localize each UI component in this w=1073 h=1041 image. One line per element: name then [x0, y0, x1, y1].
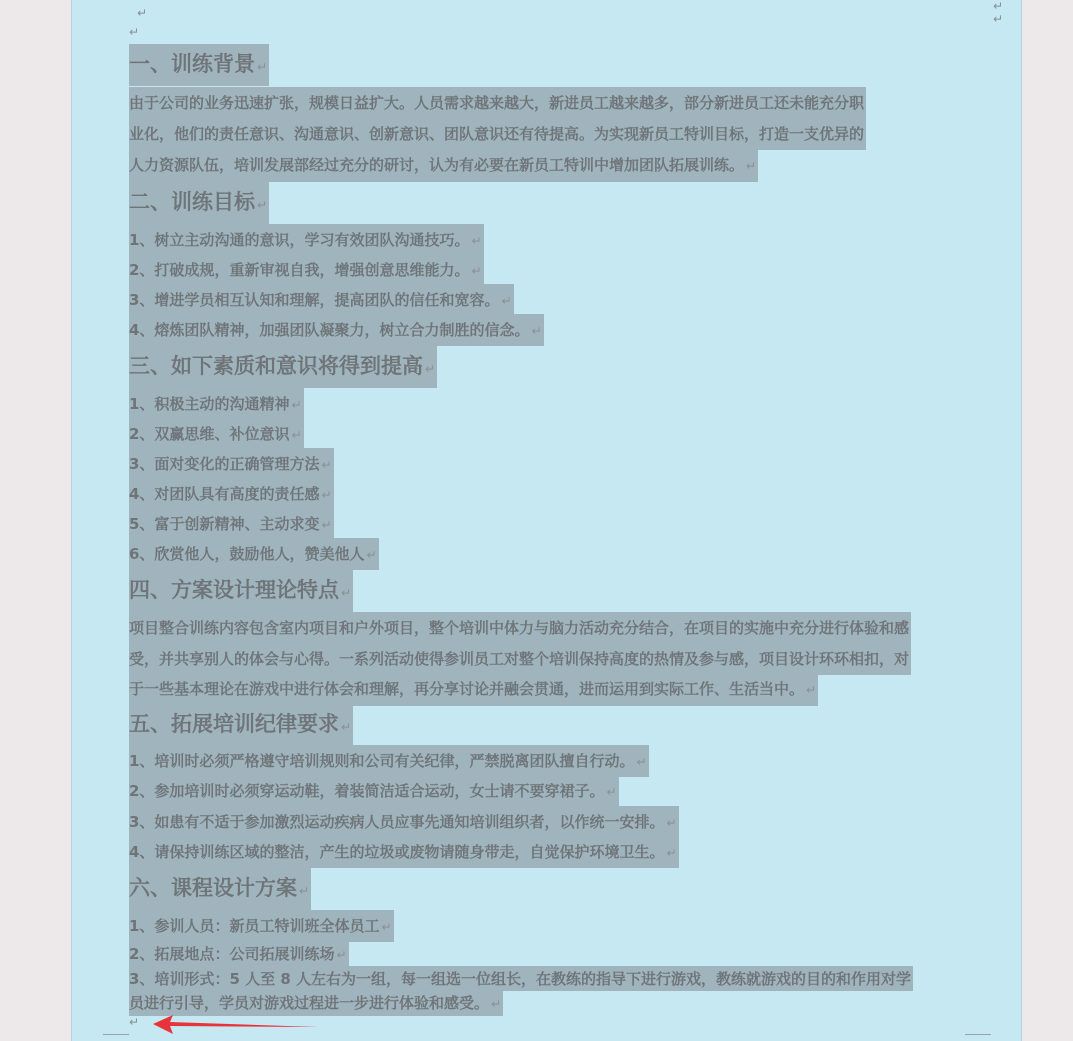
return-mark: ↵ — [746, 159, 757, 173]
list-item[interactable]: 员进行引导，学员对游戏过程进一步进行体验和感受。 ↵ — [129, 990, 503, 1014]
body-line[interactable]: 受，并共享别人的体会与心得。一系列活动使得参训员工对整个培训保持高度的热情及参与感，项目设计环环相扣，对 — [129, 643, 911, 674]
return-mark: ↵ — [993, 0, 1004, 13]
return-mark: ↵ — [666, 816, 677, 830]
section-heading[interactable]: 四、方案设计理论特点 ↵ — [129, 570, 353, 608]
list-item[interactable]: 1、培训时必须严格遵守培训规则和公司有关纪律，严禁脱离团队擅自行动。 ↵ — [129, 745, 649, 775]
list-item[interactable]: 2、拓展地点：公司拓展训练场 ↵ — [129, 938, 349, 968]
return-mark: ↵ — [425, 362, 436, 376]
red-arrow-icon — [153, 1014, 323, 1036]
body-line[interactable]: 业化，他们的责任意识、沟通意识、创新意识、团队意识还有待提高。为实现新员工特训目标，打造一支优异的 — [129, 118, 866, 149]
list-item[interactable]: 5、富于创新精神、主动求变 ↵ — [129, 508, 334, 538]
body-line[interactable]: 项目整合训练内容包含室内项目和户外项目，整个培训中体力与脑力活动充分结合，在项目的实施中充分进行体验和感 — [129, 612, 911, 643]
return-mark: ↵ — [321, 518, 332, 532]
list-item[interactable]: 1、积极主动的沟通精神 ↵ — [129, 388, 304, 418]
list-item[interactable]: 1、参训人员：新员工特训班全体员工 ↵ — [129, 910, 394, 940]
return-mark: ↵ — [471, 234, 482, 248]
return-mark: ↵ — [993, 12, 1004, 26]
return-mark: ↵ — [666, 846, 677, 860]
return-mark: ↵ — [341, 586, 352, 600]
return-mark: ↵ — [366, 548, 377, 562]
body-line[interactable]: 人力资源队伍，培训发展部经过充分的研讨，认为有必要在新员工特训中增加团队拓展训练。 ↵ — [129, 149, 758, 180]
list-item[interactable]: 3、培训形式：5 人至 8 人左右为一组，每一组选一位组长，在教练的指导下进行游戏，教练就游戏的目的和作用对学 — [129, 966, 913, 990]
section-heading[interactable]: 六、课程设计方案 ↵ — [129, 868, 311, 906]
return-mark: ↵ — [137, 6, 148, 20]
return-mark: ↵ — [381, 920, 392, 934]
return-mark: ↵ — [636, 755, 647, 769]
list-item[interactable]: 2、打破成规，重新审视自我，增强创意思维能力。 ↵ — [129, 254, 484, 284]
list-item[interactable]: 2、双赢思维、补位意识 ↵ — [129, 418, 304, 448]
page-corner-mark — [103, 1034, 129, 1041]
return-mark: ↵ — [501, 294, 512, 308]
section-heading[interactable]: 三、如下素质和意识将得到提高 ↵ — [129, 346, 437, 384]
return-mark: ↵ — [531, 324, 542, 338]
section-heading[interactable]: 五、拓展培训纪律要求 ↵ — [129, 704, 353, 742]
return-mark: ↵ — [336, 948, 347, 962]
list-item[interactable]: 4、请保持训练区域的整洁，产生的垃圾或废物请随身带走，自觉保护环境卫生。 ↵ — [129, 836, 679, 866]
return-mark: ↵ — [299, 884, 310, 898]
return-mark: ↵ — [321, 458, 332, 472]
return-mark: ↵ — [471, 264, 482, 278]
return-mark: ↵ — [257, 60, 268, 74]
return-mark: ↵ — [321, 488, 332, 502]
return-mark: ↵ — [257, 198, 268, 212]
return-mark: ↵ — [291, 398, 302, 412]
return-mark: ↵ — [491, 997, 502, 1011]
body-line[interactable]: 由于公司的业务迅速扩张，规模日益扩大。人员需求越来越大，新进员工越来越多，部分新进员工还未能充分职 — [129, 87, 866, 118]
list-item[interactable]: 3、面对变化的正确管理方法 ↵ — [129, 448, 334, 478]
return-mark: ↵ — [806, 683, 817, 697]
return-mark: ↵ — [129, 1015, 140, 1029]
page-corner-mark — [965, 1034, 991, 1041]
body-line[interactable]: 于一些基本理论在游戏中进行体会和理解，再分享讨论并融会贯通，进而运用到实际工作、生活当中。 ↵ — [129, 673, 818, 704]
section-heading[interactable]: 一、训练背景 ↵ — [129, 44, 269, 82]
section-heading[interactable]: 二、训练目标 ↵ — [129, 182, 269, 220]
list-item[interactable]: 3、如患有不适于参加激烈运动疾病人员应事先通知培训组织者，以作统一安排。 ↵ — [129, 806, 679, 836]
return-mark: ↵ — [606, 785, 617, 799]
list-item[interactable]: 4、熔炼团队精神，加强团队凝聚力，树立合力制胜的信念。 ↵ — [129, 314, 544, 344]
list-item[interactable]: 6、欣赏他人，鼓励他人，赞美他人 ↵ — [129, 538, 379, 568]
return-mark: ↵ — [341, 720, 352, 734]
return-mark: ↵ — [291, 428, 302, 442]
list-item[interactable]: 2、参加培训时必须穿运动鞋，着装简洁适合运动，女士请不要穿裙子。 ↵ — [129, 775, 619, 805]
list-item[interactable]: 3、增进学员相互认知和理解，提高团队的信任和宽容。 ↵ — [129, 284, 514, 314]
list-item[interactable]: 1、树立主动沟通的意识，学习有效团队沟通技巧。 ↵ — [129, 224, 484, 254]
list-item[interactable]: 4、对团队具有高度的责任感 ↵ — [129, 478, 334, 508]
return-mark: ↵ — [129, 25, 140, 39]
